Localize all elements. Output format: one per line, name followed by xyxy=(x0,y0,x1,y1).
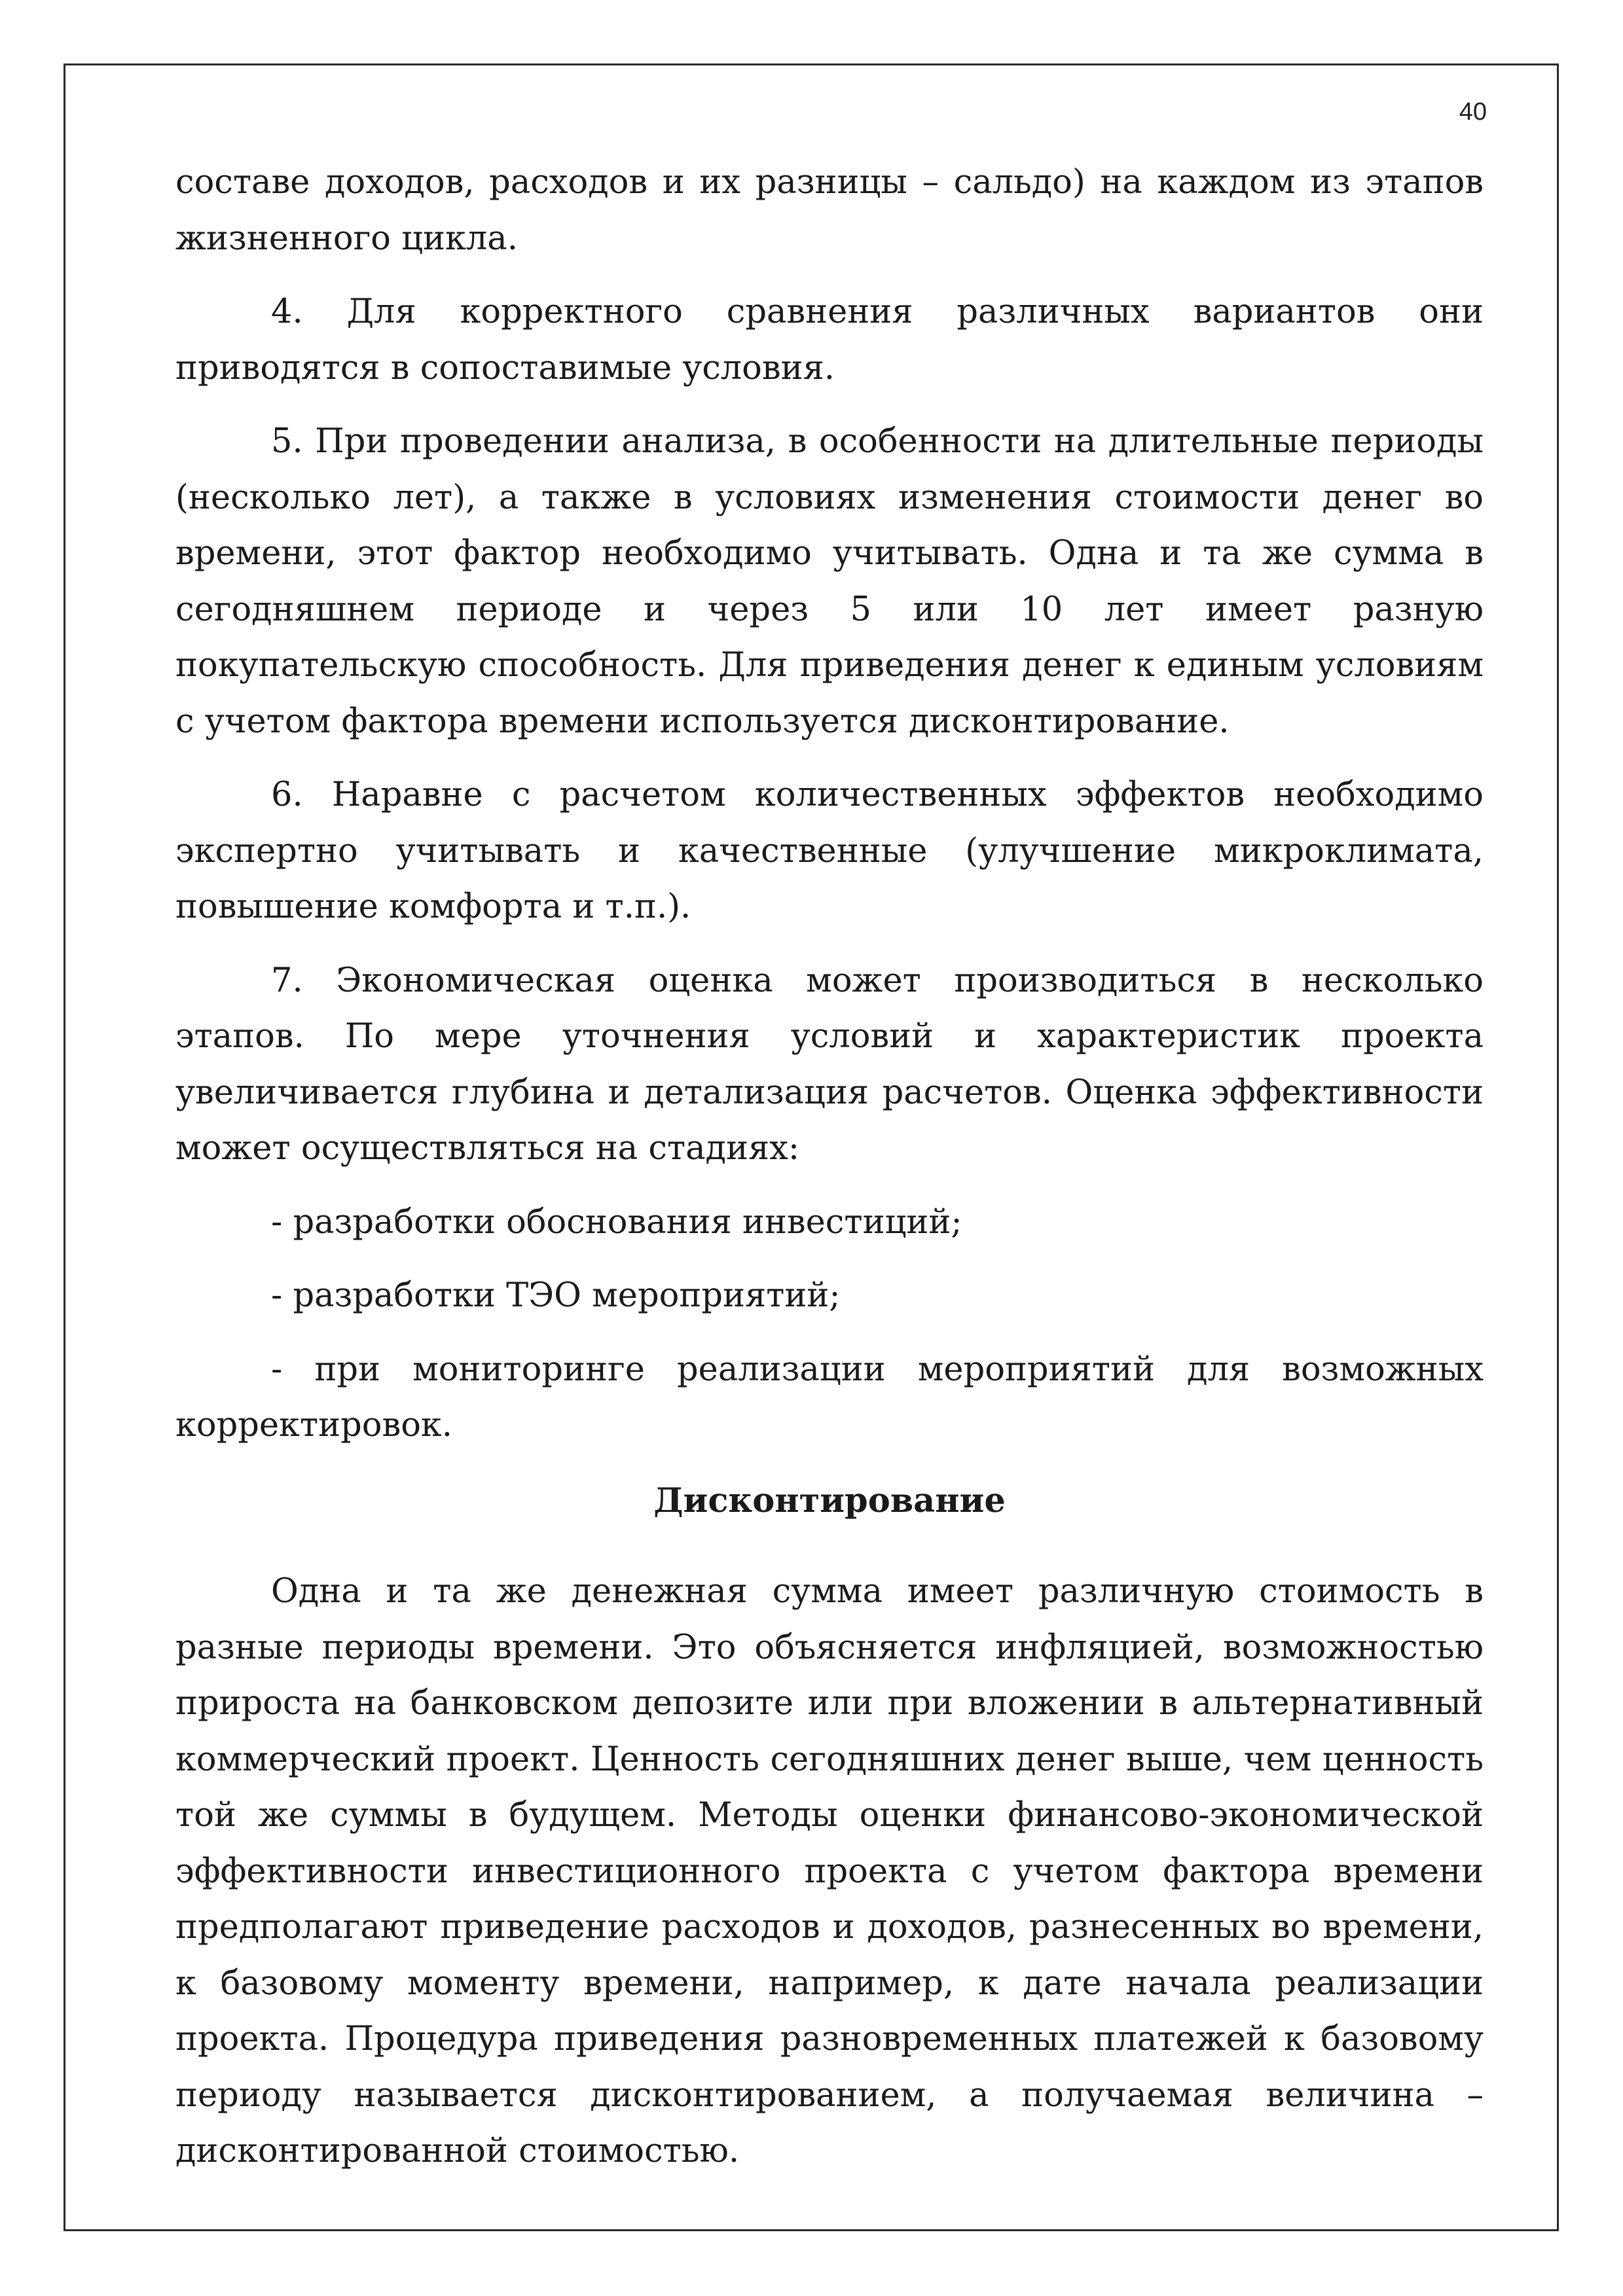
section-heading: Дисконтирование xyxy=(653,1480,1006,1520)
bullet-item: - разработки обоснования инвестиций; xyxy=(271,1202,962,1242)
paragraph-item-6: 6. Наравне с расчетом количественных эффектов необходимо экспертно учитывать и качественные (улучшение микроклимата, повышение комфорта и т.п.). xyxy=(175,776,1484,926)
paragraph-continued: составе доходов, расходов и их разницы – сальдо) на каждом из этапов жизненного цикла. xyxy=(175,163,1484,258)
bullet-item: - разработки ТЭО мероприятий; xyxy=(271,1276,841,1315)
page-number: 40 xyxy=(1459,98,1487,126)
page-content xyxy=(175,154,1484,2179)
paragraph-item-7: 7. Экономическая оценка может производиться в несколько этапов. По мере уточнения условий и характеристик проекта увеличивается глубина и детализация расчетов. Оценка эффективности может осуществляться на стадиях: xyxy=(175,961,1484,1168)
paragraph-discounting: Одна и та же денежная сумма имеет различную стоимость в разные периоды времени. Это объясняется инфляцией, возможностью прироста на банковском депозите или при вложении в альтернативный коммерческий проект. Ценность сегодняшних денег выше, чем ценность той же суммы в будущем. Методы оценки финансово-экономической эффективности инвестиционного проекта с учетом фактора времени предполагают приведение расходов и доходов, разнесенных во времени, к базовому моменту времени, например, к дате начала реализации проекта. Процедура приведения разновременных платежей к базовому периоду называется дисконтированием, а получаемая величина – дисконтированной стоимостью. xyxy=(175,1572,1484,2170)
paragraph-item-4: 4. Для корректного сравнения различных вариантов они приводятся в сопоставимые условия. xyxy=(175,293,1484,387)
paragraph-item-5: 5. При проведении анализа, в особенности на длительные периоды (несколько лет), а также в условиях изменения стоимости денег во времени, этот фактор необходимо учитывать. Одна и та же сумма в сегодняшнем периоде и через 5 или 10 лет имеет разную покупательскую способность. Для приведения денег к единым условиям с учетом фактора времени используется дисконтирование. xyxy=(175,422,1484,741)
bullet-item: - при мониторинге реализации мероприятий для возможных корректировок. xyxy=(175,1350,1484,1444)
